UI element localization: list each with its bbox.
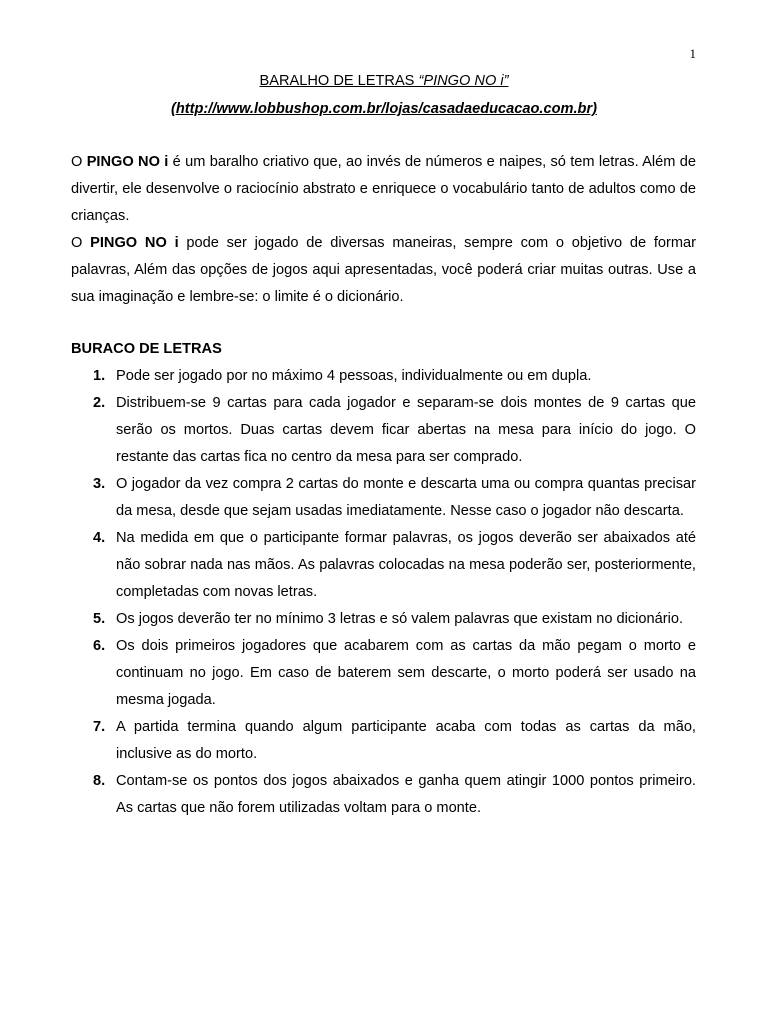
document-subtitle-url: (http://www.lobbushop.com.br/lojas/casadaeducacao.com.br) [171, 101, 597, 117]
rule-text: Os dois primeiros jogadores que acabarem com as cartas da mão pegam o morto e continuam no jogo. Em caso de baterem sem descarte, o morto poderá ser usado na mesma jogada. [116, 638, 696, 708]
product-name: PINGO NO i [90, 235, 179, 251]
rule-number: 7. [93, 719, 106, 735]
intro-section [71, 149, 696, 311]
rule-number: 1. [93, 368, 106, 384]
rule-item [71, 714, 696, 768]
product-name: PINGO NO i [86, 154, 169, 170]
section-heading: BURACO DE LETRAS [71, 341, 222, 357]
rule-text: Pode ser jogado por no máximo 4 pessoas, individualmente ou em dupla. [116, 368, 592, 384]
rule-number: 2. [93, 395, 106, 411]
rule-text: Os jogos deverão ter no mínimo 3 letras e só valem palavras que existam no dicionário. [116, 611, 684, 627]
rules-list [71, 363, 696, 822]
rule-text: O jogador da vez compra 2 cartas do monte e descarta uma ou compra quantas precisar da mesa, desde que sejam usadas imediatamente. Nesse caso o jogador não descarta. [116, 476, 696, 519]
rule-number: 6. [93, 638, 106, 654]
rule-number: 3. [93, 476, 106, 492]
rule-item [71, 390, 696, 471]
intro-text: O [71, 154, 87, 170]
rule-item [71, 471, 696, 525]
rule-text: Na medida em que o participante formar palavras, os jogos deverão ser abaixados até não sobrar nada nas mãos. As palavras colocadas na mesa poderão ser, posteriormente, completadas com novas letras. [116, 530, 696, 600]
rule-number: 4. [93, 530, 106, 546]
intro-text: O [71, 235, 91, 251]
rule-number: 5. [93, 611, 106, 627]
rule-item [71, 768, 696, 822]
intro-text: é um baralho criativo que, ao invés de números e naipes, só tem letras. Além de divertir, ele desenvolve o raciocínio abstrato e enriquece o vocabulário tanto de adultos como de crianças. [71, 154, 696, 224]
rule-item [71, 525, 696, 606]
document-title [0, 72, 768, 90]
rule-item [71, 363, 696, 390]
intro-paragraph [71, 149, 696, 230]
rule-text: A partida termina quando algum participante acaba com todas as cartas da mão, inclusive as do morto. [116, 719, 696, 762]
rule-text: Contam-se os pontos dos jogos abaixados e ganha quem atingir 1000 pontos primeiro. As cartas que não forem utilizadas voltam para o monte. [116, 773, 696, 816]
page-number: 1 [689, 46, 696, 61]
rule-text: Distribuem-se 9 cartas para cada jogador e separam-se dois montes de 9 cartas que serão os mortos. Duas cartas devem ficar abertas na mesa para início do jogo. O restante das cartas fica no centro da mesa para ser comprado. [116, 395, 696, 465]
title-text: BARALHO DE LETRAS [259, 73, 419, 89]
intro-text: pode ser jogado de diversas maneiras, sempre com o objetivo de formar palavras, Além das opções de jogos aqui apresentadas, você poderá criar muitas outras. Use a sua imaginação e lembre-se: o limite é o dicionário. [71, 235, 697, 305]
rule-number: 8. [93, 773, 106, 789]
intro-paragraph [71, 230, 696, 311]
rule-item [71, 606, 696, 633]
rule-item [71, 633, 696, 714]
title-italic-text: “PINGO NO i” [418, 73, 509, 89]
